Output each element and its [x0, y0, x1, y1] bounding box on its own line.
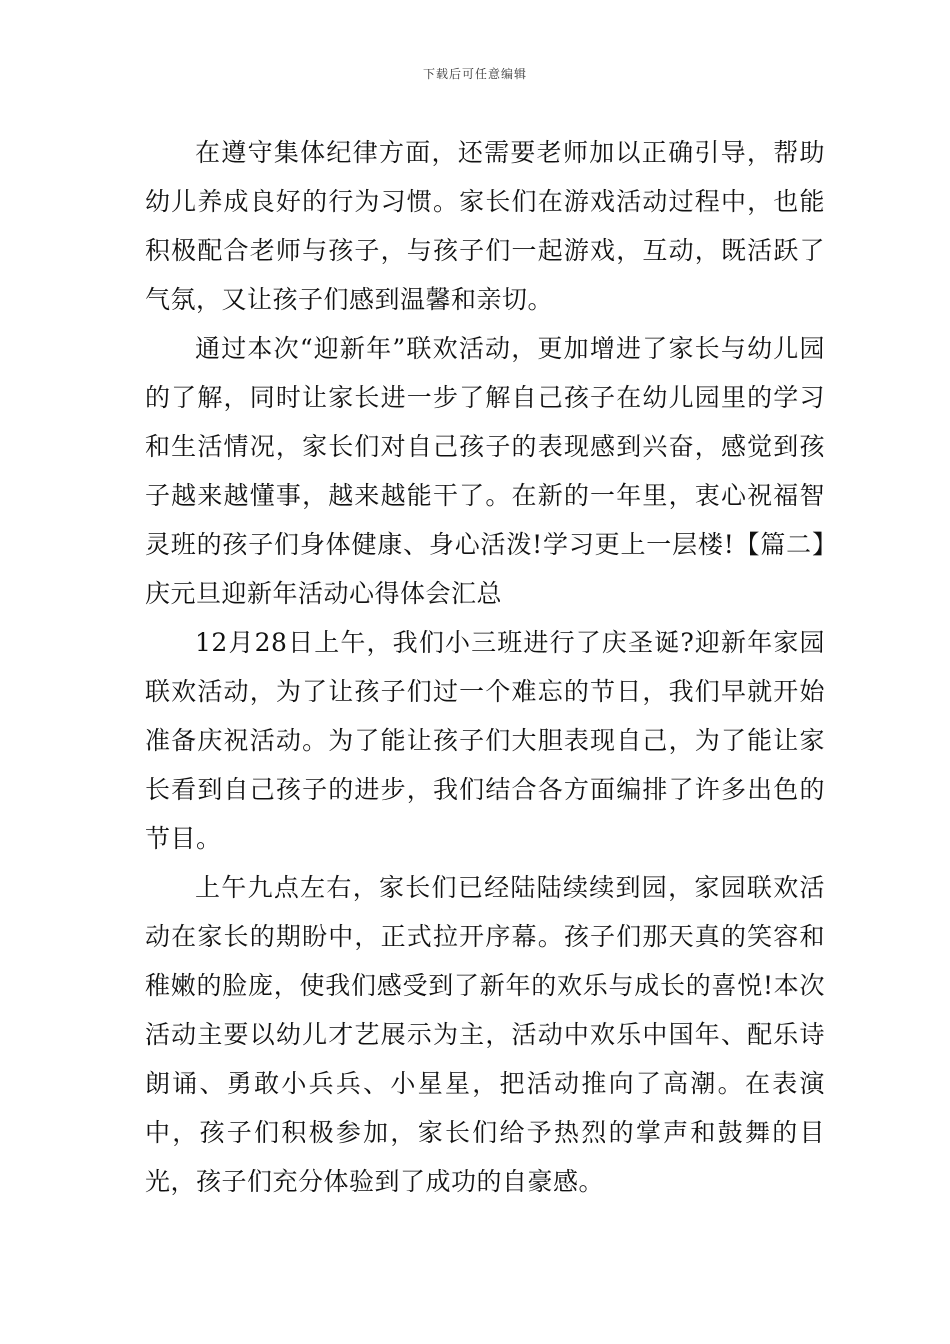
- paragraph-2: 通过本次“迎新年”联欢活动，更加增进了家长与幼儿园的了解，同时让家长进一步了解自己孩子在幼儿园里的学习和生活情况，家长们对自己孩子的表现感到兴奋，感觉到孩子越来越懂事，越来越能干了。在新的一年里，衷心祝福智灵班的孩子们身体健康、身心活泼!学习更上一层楼!【篇二】庆元旦迎新年活动心得体会汇总: [145, 334, 825, 608]
- paragraph-1: 在遵守集体纪律方面，还需要老师加以正确引导，帮助幼儿养成良好的行为习惯。家长们在游戏活动过程中，也能积极配合老师与孩子，与孩子们一起游戏，互动，既活跃了气氛，又让孩子们感到温馨和亲切。: [145, 138, 825, 314]
- paragraph-4: 上午九点左右，家长们已经陆陆续续到园，家园联欢活动在家长的期盼中，正式拉开序幕。孩子们那天真的笑容和稚嫩的脸庞，使我们感受到了新年的欢乐与成长的喜悦!本次活动主要以幼儿才艺展示为主，活动中欢乐中国年、配乐诗朗诵、勇敢小兵兵、小星星，把活动推向了高潮。在表演中，孩子们积极参加，家长们给予热烈的掌声和鼓舞的目光，孩子们充分体验到了成功的自豪感。: [145, 873, 825, 1196]
- page-header: 下载后可任意编辑: [422, 67, 527, 81]
- document-body: [145, 128, 825, 1206]
- paragraph-3: 12月28日上午，我们小三班进行了庆圣诞?迎新年家园联欢活动，为了让孩子们过一个难忘的节日，我们早就开始准备庆祝活动。为了能让孩子们大胆表现自己，为了能让家长看到自己孩子的进步，我们结合各方面编排了许多出色的节目。: [145, 628, 825, 853]
